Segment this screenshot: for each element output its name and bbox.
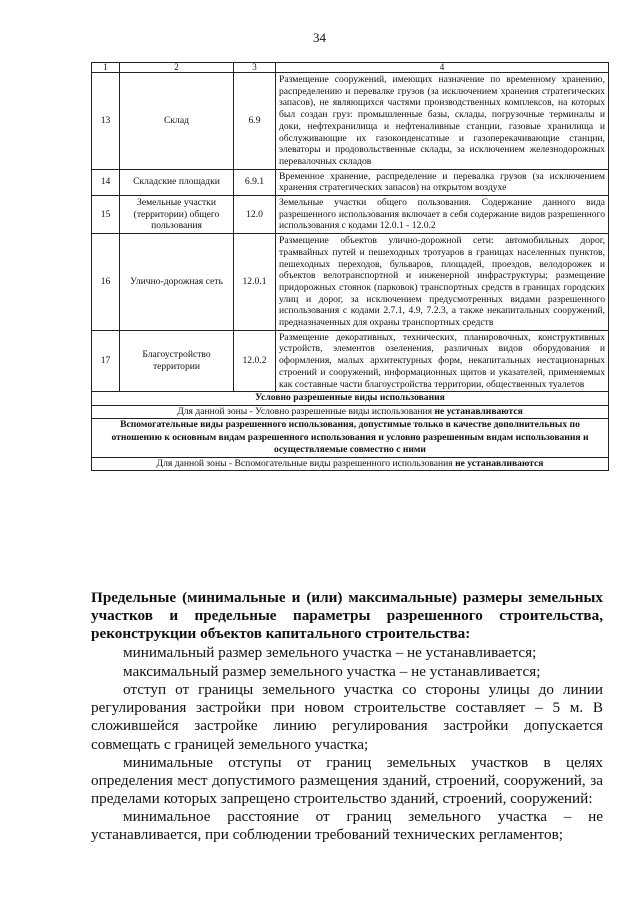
row-number: 14	[92, 169, 120, 195]
paragraph-min-plot-size: минимальный размер земельного участка – не устанавливается;	[123, 644, 537, 661]
use-type-name: Земельные участки (территории) общего пользования	[120, 196, 234, 234]
use-type-description: Размещение объектов улично-дорожной сети: автомобильных дорог, трамвайных путей и пешеходных тротуаров в границах населенных пунктов, пешеходных переходов, бульваров, площадей, проездов, велодорожек и объектов велотранспортной и инженерной инфраструктуры; размещение придорожных стоянок (парковок) транспортных средств в границах городских улиц и дорог, за исключением предусмотренных видами разрешенного использования с кодами 2.7.1, 4.9, 7.2.3, а также некапитальных сооружений, предназначенных для охраны транспортных средств	[276, 234, 609, 331]
use-type-name: Улично-дорожная сеть	[120, 234, 234, 331]
auxiliary-uses-title-row	[92, 419, 609, 457]
paragraph-min-distance: минимальное расстояние от границ земельного участка – не устанавливается, при соблюдении требований технических регламентов;	[91, 808, 603, 844]
conditional-note-status: не устанавливаются	[434, 405, 523, 417]
use-type-description: Земельные участки общего пользования. Содержание данного вида разрешенного использования включает в себя содержание видов разрешенного использования с кодами 12.0.1 - 12.0.2	[276, 196, 609, 234]
column-header: 4	[276, 63, 609, 73]
row-number: 15	[92, 196, 120, 234]
row-number: 13	[92, 73, 120, 170]
table-row	[92, 330, 609, 392]
paragraph-max-plot-size: максимальный размер земельного участка – не устанавливается;	[123, 663, 541, 680]
use-type-name: Складские площадки	[120, 169, 234, 195]
column-header: 1	[92, 63, 120, 73]
auxiliary-uses-title: Вспомогательные виды разрешенного использования, допустимые только в качестве дополнительных по отношению к основным видам разрешенного использования и условно разрешенным видам использования и осуществляемые совместно с ними	[92, 419, 609, 457]
table-row	[92, 169, 609, 195]
column-header: 3	[234, 63, 276, 73]
use-type-description: Размещение декоративных, технических, планировочных, конструктивных устройств, элементов озеленения, различных видов оборудования и оформления, малых архитектурных форм, некапитальных нестационарных строений и сооружений, информационных щитов и указателей, применяемых как составные части благоустройства территории, общественных туалетов	[276, 330, 609, 392]
use-type-name: Благоустройство территории	[120, 330, 234, 392]
page-number: 34	[313, 30, 326, 45]
auxiliary-uses-note	[92, 457, 609, 470]
table-row	[92, 73, 609, 170]
row-number: 17	[92, 330, 120, 392]
use-type-code: 12.0	[234, 196, 276, 234]
use-type-code: 6.9.1	[234, 169, 276, 195]
paragraph-min-setbacks: минимальные отступы от границ земельных участков в целях определения мест допустимого размещения зданий, строений, сооружений, за пределами которых запрещено строительство зданий, строений, сооружений:	[91, 754, 603, 808]
row-number: 16	[92, 234, 120, 331]
conditional-uses-title-row	[92, 392, 609, 405]
table-row	[92, 234, 609, 331]
table-header-row	[92, 63, 609, 73]
column-header: 2	[120, 63, 234, 73]
conditional-uses-note-row	[92, 405, 609, 418]
auxiliary-note-text: Для данной зоны - Вспомогательные виды разрешенного использования	[156, 457, 456, 469]
land-use-table	[91, 62, 609, 471]
table-row	[92, 196, 609, 234]
auxiliary-uses-note-row	[92, 457, 609, 470]
paragraph-street-setback: отступ от границы земельного участка со стороны улицы до линии регулирования застройки при новом строительстве составляет – 5 м. В сложившейся застройке линию регулирования застройки допускается совмещать с границей земельного участка;	[91, 681, 603, 753]
conditional-uses-note	[92, 405, 609, 418]
use-type-name: Склад	[120, 73, 234, 170]
conditional-note-text: Для данной зоны - Условно разрешенные виды использования	[177, 405, 435, 417]
use-type-code: 12.0.2	[234, 330, 276, 392]
use-type-code: 6.9	[234, 73, 276, 170]
auxiliary-note-status: не устанавливаются	[455, 457, 544, 469]
use-type-code: 12.0.1	[234, 234, 276, 331]
use-type-description: Размещение сооружений, имеющих назначение по временному хранению, распределению и перевалке грузов (за исключением хранения стратегических запасов), не являющихся частями производственных комплексов, на которых был создан груз: промышленные базы, склады, погрузочные терминалы и доки, нефтехранилища и нефтеналивные станции, газовые хранилища и обслуживающие их газоконденсатные и газоперекачивающие станции, элеваторы и продовольственные склады, за исключением железнодорожных перевалочных складов	[276, 73, 609, 170]
use-type-description: Временное хранение, распределение и перевалка грузов (за исключением хранения стратегических запасов) на открытом воздухе	[276, 169, 609, 195]
conditional-uses-title: Условно разрешенные виды использования	[92, 392, 609, 405]
section-heading: Предельные (минимальные и (или) максимальные) размеры земельных участков и предельные параметры разрешенного строительства, реконструкции объектов капитального строительства:	[91, 589, 603, 643]
